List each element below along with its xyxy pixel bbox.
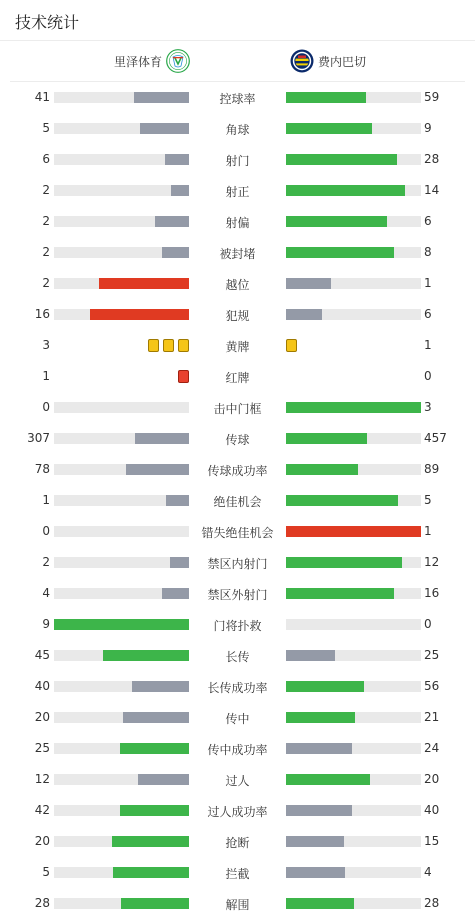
away-bar-track: [286, 526, 421, 537]
away-bar-track: [286, 588, 421, 599]
page-title: 技术统计: [15, 13, 80, 32]
away-bar-track: [286, 619, 421, 630]
stat-row: [0, 640, 475, 671]
home-bar-fill: [155, 216, 189, 227]
stat-row: [0, 764, 475, 795]
away-value: 3: [424, 400, 432, 414]
away-bar-track: [286, 278, 421, 289]
home-bar-fill: [120, 743, 189, 754]
stat-label: 被封堵: [219, 247, 256, 261]
away-value: 1: [424, 276, 432, 290]
home-bar-track: [54, 309, 189, 320]
home-bar-track: [54, 712, 189, 723]
away-bar-fill: [286, 247, 394, 258]
stat-row: [0, 547, 475, 578]
home-team-name: 里泽体育: [114, 54, 163, 69]
away-bar-track: [286, 681, 421, 692]
home-bar-track: [54, 433, 189, 444]
away-value: 9: [424, 121, 432, 135]
stat-label: 过人: [225, 774, 250, 788]
away-bar-fill: [286, 588, 394, 599]
home-value: 78: [34, 462, 50, 476]
away-bar-track: [286, 92, 421, 103]
stat-label: 解围: [225, 898, 250, 912]
away-value: 0: [424, 369, 432, 383]
home-value: 1: [42, 493, 50, 507]
home-bar-track: [54, 867, 189, 878]
stat-row: [0, 82, 475, 113]
stat-label: 传中成功率: [207, 743, 268, 757]
stat-label: 拦截: [225, 867, 250, 881]
home-bar-track: [54, 247, 189, 258]
stats-list: [0, 82, 475, 919]
stat-label: 传中: [225, 712, 250, 726]
stat-label: 射偏: [225, 216, 250, 230]
stat-row: [0, 299, 475, 330]
stat-label: 犯规: [225, 309, 250, 323]
stat-label: 错失绝佳机会: [201, 526, 274, 540]
away-value: 1: [424, 338, 432, 352]
home-value: 5: [42, 865, 50, 879]
home-value: 16: [34, 307, 50, 321]
stat-label: 射门: [225, 154, 250, 168]
home-bar-track: [54, 805, 189, 816]
home-bar-fill: [134, 92, 189, 103]
stat-row: [0, 113, 475, 144]
away-bar-fill: [286, 278, 331, 289]
away-bar-fill: [286, 650, 335, 661]
stat-label: 长传成功率: [207, 681, 268, 695]
stat-row: [0, 671, 475, 702]
stat-row: [0, 268, 475, 299]
away-value: 1: [424, 524, 432, 538]
away-value: 28: [424, 152, 440, 166]
away-bar-fill: [286, 185, 405, 196]
stat-label: 门将扑救: [213, 619, 262, 633]
home-bar-track: [54, 898, 189, 909]
away-value: 14: [424, 183, 440, 197]
away-bar-fill: [286, 216, 387, 227]
away-bar-track: [286, 495, 421, 506]
home-value: 2: [42, 214, 50, 228]
home-bar-track: [54, 650, 189, 661]
stat-row: [0, 454, 475, 485]
stat-row: [0, 237, 475, 268]
rizespor-logo-icon: [166, 49, 190, 73]
away-value: 25: [424, 648, 440, 662]
home-bar-fill: [170, 557, 189, 568]
away-value: 12: [424, 555, 440, 569]
away-bar-fill: [286, 495, 398, 506]
away-value: 40: [424, 803, 440, 817]
away-value: 20: [424, 772, 440, 786]
away-value: 24: [424, 741, 440, 755]
home-bar-fill: [140, 123, 189, 134]
away-bar-track: [286, 185, 421, 196]
away-bar-fill: [286, 402, 421, 413]
yellow-card-icon: [178, 339, 189, 352]
home-bar-fill: [121, 898, 189, 909]
home-cards: [148, 339, 189, 352]
away-bar-track: [286, 557, 421, 568]
away-value: 56: [424, 679, 440, 693]
away-bar-fill: [286, 836, 344, 847]
home-bar-track: [54, 557, 189, 568]
away-bar-fill: [286, 898, 354, 909]
home-value: 9: [42, 617, 50, 631]
fenerbahce-logo-icon: [290, 49, 314, 73]
stat-label: 角球: [225, 123, 250, 137]
home-bar-fill: [90, 309, 189, 320]
stat-label: 控球率: [219, 92, 256, 106]
home-bar-fill: [126, 464, 189, 475]
away-bar-fill: [286, 681, 364, 692]
away-bar-track: [286, 216, 421, 227]
away-value: 28: [424, 896, 440, 910]
stat-label: 禁区外射门: [207, 588, 268, 602]
home-bar-fill: [162, 247, 189, 258]
away-bar-fill: [286, 805, 352, 816]
home-bar-fill: [171, 185, 189, 196]
home-value: 45: [34, 648, 50, 662]
away-bar-fill: [286, 867, 345, 878]
away-bar-track: [286, 433, 421, 444]
stats-header: [0, 0, 475, 41]
home-value: 4: [42, 586, 50, 600]
stat-row: [0, 423, 475, 454]
home-value: 0: [42, 400, 50, 414]
stat-row: [0, 888, 475, 919]
away-bar-fill: [286, 557, 402, 568]
home-bar-track: [54, 495, 189, 506]
home-bar-track: [54, 185, 189, 196]
stat-label: 击中门框: [213, 402, 262, 416]
away-bar-track: [286, 898, 421, 909]
home-bar-track: [54, 154, 189, 165]
home-value: 5: [42, 121, 50, 135]
home-bar-track: [54, 216, 189, 227]
home-value: 20: [34, 710, 50, 724]
home-bar-fill: [132, 681, 189, 692]
home-value: 2: [42, 183, 50, 197]
home-bar-track: [54, 464, 189, 475]
home-bar-fill: [166, 495, 189, 506]
home-bar-track: [54, 526, 189, 537]
home-bar-track: [54, 588, 189, 599]
stat-label: 红牌: [225, 371, 250, 385]
away-value: 21: [424, 710, 440, 724]
stat-label: 过人成功率: [207, 805, 268, 819]
home-bar-fill: [112, 836, 189, 847]
away-bar-track: [286, 774, 421, 785]
home-bar-fill: [135, 433, 189, 444]
away-value: 16: [424, 586, 440, 600]
away-bar-track: [286, 123, 421, 134]
away-bar-fill: [286, 464, 358, 475]
home-bar-track: [54, 774, 189, 785]
away-bar-fill: [286, 154, 397, 165]
away-bar-track: [286, 743, 421, 754]
away-value: 6: [424, 214, 432, 228]
away-bar-fill: [286, 743, 352, 754]
away-value: 15: [424, 834, 440, 848]
home-bar-track: [54, 836, 189, 847]
home-value: 307: [27, 431, 50, 445]
red-card-icon: [178, 370, 189, 383]
teams-row: [10, 41, 465, 82]
stat-label: 抢断: [225, 836, 250, 850]
home-bar-fill: [162, 588, 189, 599]
away-bar-track: [286, 712, 421, 723]
away-bar-fill: [286, 309, 322, 320]
home-value: 0: [42, 524, 50, 538]
stat-row: [0, 857, 475, 888]
stat-row: [0, 485, 475, 516]
stat-label: 禁区内射门: [207, 557, 268, 571]
away-team[interactable]: [290, 48, 366, 74]
away-bar-fill: [286, 712, 355, 723]
stat-row: [0, 392, 475, 423]
away-value: 457: [424, 431, 447, 445]
away-cards: [286, 339, 297, 352]
away-bar-track: [286, 309, 421, 320]
home-bar-track: [54, 743, 189, 754]
home-value: 12: [34, 772, 50, 786]
home-bar-fill: [54, 619, 189, 630]
away-bar-track: [286, 867, 421, 878]
home-value: 25: [34, 741, 50, 755]
stat-row: [0, 206, 475, 237]
stat-label: 黄牌: [225, 340, 250, 354]
away-value: 59: [424, 90, 440, 104]
home-bar-fill: [103, 650, 189, 661]
stat-label: 传球成功率: [207, 464, 268, 478]
home-bar-track: [54, 92, 189, 103]
yellow-card-icon: [148, 339, 159, 352]
home-bar-track: [54, 619, 189, 630]
home-bar-fill: [165, 154, 189, 165]
away-bar-track: [286, 464, 421, 475]
stat-row: [0, 702, 475, 733]
home-value: 2: [42, 245, 50, 259]
away-bar-fill: [286, 526, 421, 537]
home-bar-track: [54, 278, 189, 289]
yellow-card-icon: [163, 339, 174, 352]
stat-row: [0, 175, 475, 206]
home-bar-fill: [120, 805, 189, 816]
stat-label: 越位: [225, 278, 250, 292]
away-team-name: 费内巴切: [318, 54, 367, 69]
away-bar-fill: [286, 774, 370, 785]
stat-row: [0, 609, 475, 640]
home-value: 3: [42, 338, 50, 352]
away-bar-track: [286, 154, 421, 165]
stat-row: [0, 578, 475, 609]
away-bar-track: [286, 402, 421, 413]
home-value: 42: [34, 803, 50, 817]
home-value: 41: [34, 90, 50, 104]
away-bar-fill: [286, 92, 366, 103]
home-value: 2: [42, 276, 50, 290]
stat-row: [0, 330, 475, 361]
home-bar-track: [54, 402, 189, 413]
away-value: 89: [424, 462, 440, 476]
away-bar-fill: [286, 433, 367, 444]
stat-row: [0, 361, 475, 392]
away-value: 8: [424, 245, 432, 259]
home-bar-fill: [99, 278, 189, 289]
home-bar-fill: [123, 712, 189, 723]
stat-row: [0, 826, 475, 857]
stat-label: 射正: [225, 185, 250, 199]
home-value: 2: [42, 555, 50, 569]
home-bar-track: [54, 681, 189, 692]
away-bar-track: [286, 805, 421, 816]
away-value: 6: [424, 307, 432, 321]
home-bar-fill: [113, 867, 189, 878]
away-value: 0: [424, 617, 432, 631]
home-value: 1: [42, 369, 50, 383]
stat-label: 长传: [225, 650, 250, 664]
yellow-card-icon: [286, 339, 297, 352]
stat-row: [0, 733, 475, 764]
away-bar-track: [286, 836, 421, 847]
stat-label: 传球: [225, 433, 250, 447]
stat-row: [0, 144, 475, 175]
stat-row: [0, 795, 475, 826]
away-bar-track: [286, 247, 421, 258]
away-value: 5: [424, 493, 432, 507]
home-bar-track: [54, 123, 189, 134]
stat-label: 绝佳机会: [213, 495, 262, 509]
away-bar-fill: [286, 123, 372, 134]
home-bar-fill: [138, 774, 189, 785]
home-team[interactable]: [114, 48, 190, 74]
home-value: 40: [34, 679, 50, 693]
home-value: 20: [34, 834, 50, 848]
stat-row: [0, 516, 475, 547]
home-value: 28: [34, 896, 50, 910]
away-bar-track: [286, 650, 421, 661]
away-value: 4: [424, 865, 432, 879]
home-value: 6: [42, 152, 50, 166]
home-cards: [178, 370, 189, 383]
